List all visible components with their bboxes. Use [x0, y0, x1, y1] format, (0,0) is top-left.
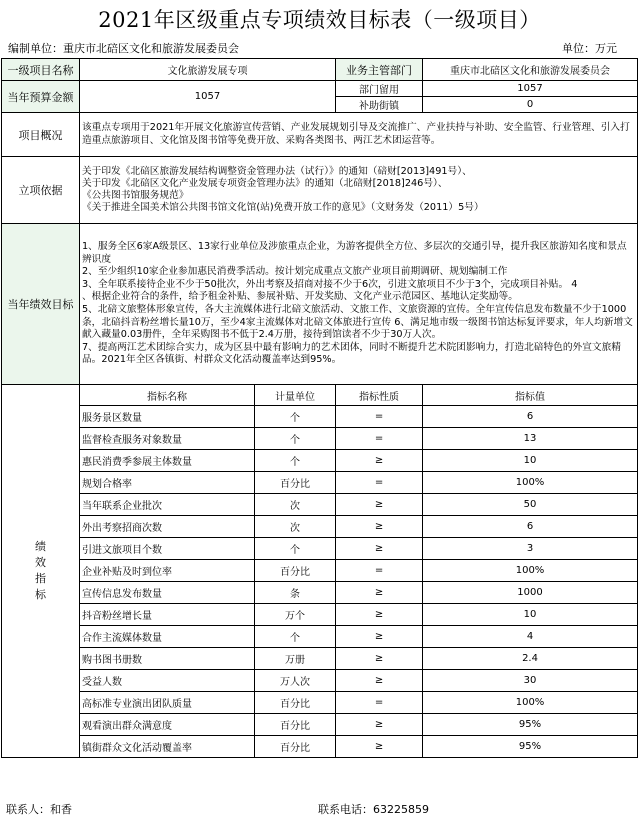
- project-name-label: 一级项目名称: [2, 59, 80, 81]
- indicator-nature: ≥: [336, 648, 423, 670]
- header-unit: 计量单位: [255, 385, 336, 406]
- indicator-row: [2, 406, 638, 428]
- goal-line: 7、提高两江艺术团综合实力，成为区县中最有影响力的艺术团体，同时不断提升艺术院团影响力，打造北碚特色的外宣文旅精品。2021年全区各镇街、村群众文化活动覆盖率达到95%。: [82, 341, 621, 366]
- indicator-value: 13: [423, 428, 638, 450]
- indicator-nature: ≥: [336, 714, 423, 736]
- basis-line: 《公共图书馆服务规范》: [82, 190, 189, 201]
- indicator-row: [2, 450, 638, 472]
- indicator-unit: 万册: [255, 648, 336, 670]
- budget-own-value: 1057: [423, 81, 638, 97]
- contact-phone: 联系电话：63225859: [318, 803, 429, 816]
- indicator-unit: 百分比: [255, 714, 336, 736]
- basis-line: 关于印发《北碚区旅游发展结构调整资金管理办法（试行）》的通知（碚财[2013]491号）、: [82, 165, 472, 177]
- goals-text: [80, 224, 638, 385]
- indicator-name: 受益人数: [80, 670, 255, 692]
- indicator-nature: ≥: [336, 450, 423, 472]
- indicator-nature: =: [336, 560, 423, 582]
- indicator-value: 4: [423, 626, 638, 648]
- indicator-name: 服务景区数量: [80, 406, 255, 428]
- indicator-unit: 个: [255, 538, 336, 560]
- goal-line: 、根据企业符合的条件，给予租金补贴、参展补贴、开发奖励、文化产业示范园区、基地认定奖励等。: [82, 291, 518, 303]
- indicator-name: 引进文旅项目个数: [80, 538, 255, 560]
- indicator-value: 100%: [423, 560, 638, 582]
- goals-row: [2, 224, 638, 385]
- indicator-nature: =: [336, 692, 423, 714]
- budget-subsidy-label: 补助街镇: [336, 97, 423, 113]
- budget-total: 1057: [80, 81, 336, 113]
- department-value: 重庆市北碚区文化和旅游发展委员会: [423, 59, 638, 81]
- indicator-row: [2, 626, 638, 648]
- indicator-name: 监督检查服务对象数量: [80, 428, 255, 450]
- goal-line: 5、北碚文旅整体形象宣传，各大主流媒体进行北碚文旅活动、文旅工作、文旅资源的宣传。全年宣传信息发布数量不少于1000条，北碚抖音粉丝增长量10万，至少4家主流媒体对北碚文体旅进行宣传 6、满足地市级一级图书馆达标复评要求，年人均新增文献入藏量0.03册件，全年采购图书不低于2.4万册，接待到馆读者不少于30万人次。: [82, 304, 633, 341]
- budget-own-label: 部门留用: [336, 81, 423, 97]
- indicator-unit: 次: [255, 516, 336, 538]
- indicator-unit: 个: [255, 428, 336, 450]
- indicator-nature: ≥: [336, 494, 423, 516]
- budget-subsidy-value: 0: [423, 97, 638, 113]
- overview-text: 该重点专项用于2021年开展文化旅游宣传营销、产业发展规划引导及交流推广、产业扶持与补助、安全监管、行业管理、引入打造重点旅游项目、文化馆及图书馆等免费开放、采购各类图书、两江艺术团运营等。: [80, 113, 638, 157]
- money-unit: 单位：万元: [562, 42, 617, 55]
- indicator-value: 6: [423, 516, 638, 538]
- indicator-value: 95%: [423, 736, 638, 758]
- indicator-row: [2, 714, 638, 736]
- indicator-row: [2, 516, 638, 538]
- indicator-value: 100%: [423, 472, 638, 494]
- indicator-row: [2, 582, 638, 604]
- basis-text: [80, 157, 638, 224]
- indicator-value: 2.4: [423, 648, 638, 670]
- indicator-row: [2, 560, 638, 582]
- basis-line: 关于印发《北碚区文化产业发展专项资金管理办法》的通知（北碚财[2018]246号）、: [82, 177, 448, 189]
- indicator-row: [2, 692, 638, 714]
- project-name-value: 文化旅游发展专项: [80, 59, 336, 81]
- indicator-unit: 条: [255, 582, 336, 604]
- indicator-row: [2, 648, 638, 670]
- indicator-name: 高标准专业演出团队质量: [80, 692, 255, 714]
- indicator-name: 外出考察招商次数: [80, 516, 255, 538]
- indicator-row: [2, 736, 638, 758]
- indicator-nature: =: [336, 472, 423, 494]
- contact-person: 联系人：和香: [6, 803, 72, 816]
- indicator-value: 100%: [423, 692, 638, 714]
- indicator-name: 企业补贴及时到位率: [80, 560, 255, 582]
- indicator-value: 95%: [423, 714, 638, 736]
- indicator-unit: 百分比: [255, 692, 336, 714]
- department-label: 业务主管部门: [336, 59, 423, 81]
- indicator-section-label: 绩 效 指 标: [2, 385, 80, 758]
- indicator-nature: ≥: [336, 582, 423, 604]
- indicator-nature: ≥: [336, 670, 423, 692]
- indicator-name: 惠民消费季参展主体数量: [80, 450, 255, 472]
- indicator-row: [2, 604, 638, 626]
- indicator-unit: 个: [255, 626, 336, 648]
- indicator-name: 观看演出群众满意度: [80, 714, 255, 736]
- indicator-header-row: [2, 385, 638, 406]
- indicator-name: 镇街群众文化活动覆盖率: [80, 736, 255, 758]
- budget-row-own: [2, 81, 638, 97]
- basis-row: [2, 157, 638, 224]
- overview-row: [2, 113, 638, 157]
- goal-line: 3、全年联系接待企业不少于50批次，外出考察及招商对接不少于6次，引进文旅项目不少于3个，完成项目补贴。 4: [82, 278, 578, 290]
- indicator-name: 当年联系企业批次: [80, 494, 255, 516]
- indicator-value: 50: [423, 494, 638, 516]
- basis-label: 立项依据: [2, 157, 80, 224]
- indicator-name: 购书图书册数: [80, 648, 255, 670]
- indicator-nature: ≥: [336, 626, 423, 648]
- indicator-row: [2, 538, 638, 560]
- compiling-unit: 编制单位：重庆市北碚区文化和旅游发展委员会: [8, 42, 239, 55]
- header-nature: 指标性质: [336, 385, 423, 406]
- overview-label: 项目概况: [2, 113, 80, 157]
- indicator-value: 1000: [423, 582, 638, 604]
- indicator-row: [2, 494, 638, 516]
- indicator-nature: =: [336, 428, 423, 450]
- performance-table: [1, 58, 638, 758]
- indicator-unit: 万人次: [255, 670, 336, 692]
- indicator-unit: 个: [255, 450, 336, 472]
- indicator-value: 30: [423, 670, 638, 692]
- indicator-row: [2, 670, 638, 692]
- basis-line: 《关于推进全国美术馆公共图书馆文化馆(站)免费开放工作的意见》（文财务发（2011）5号）: [82, 202, 484, 214]
- indicator-name: 合作主流媒体数量: [80, 626, 255, 648]
- indicator-nature: ≥: [336, 604, 423, 626]
- indicator-unit: 次: [255, 494, 336, 516]
- page-title: 2021年区级重点专项绩效目标表（一级项目）: [98, 8, 541, 32]
- project-row: [2, 59, 638, 81]
- goal-line: 1、服务全区6家A级景区、13家行业单位及涉旅重点企业，为游客提供全方位、多层次的交通引导，提升我区旅游知名度和景点辨识度: [82, 241, 627, 265]
- indicator-unit: 百分比: [255, 472, 336, 494]
- goal-line: 2、至少组织10家企业参加惠民消费季活动。按计划完成重点文旅产业项目前期调研、规划编制工作: [82, 266, 508, 278]
- indicator-row: [2, 428, 638, 450]
- budget-label: 当年预算金额: [2, 81, 80, 113]
- goals-label: 当年绩效目标: [2, 224, 80, 385]
- indicator-name: 宣传信息发布数量: [80, 582, 255, 604]
- indicator-nature: ≥: [336, 538, 423, 560]
- header-indicator-name: 指标名称: [80, 385, 255, 406]
- indicator-name: 规划合格率: [80, 472, 255, 494]
- indicator-value: 10: [423, 604, 638, 626]
- indicator-nature: ≥: [336, 736, 423, 758]
- header-value: 指标值: [423, 385, 638, 406]
- indicator-unit: 百分比: [255, 560, 336, 582]
- indicator-nature: ≥: [336, 516, 423, 538]
- indicator-value: 10: [423, 450, 638, 472]
- indicator-value: 6: [423, 406, 638, 428]
- indicator-value: 3: [423, 538, 638, 560]
- indicator-name: 抖音粉丝增长量: [80, 604, 255, 626]
- indicator-unit: 万个: [255, 604, 336, 626]
- indicator-nature: =: [336, 406, 423, 428]
- indicator-unit: 个: [255, 406, 336, 428]
- indicator-unit: 百分比: [255, 736, 336, 758]
- indicator-row: [2, 472, 638, 494]
